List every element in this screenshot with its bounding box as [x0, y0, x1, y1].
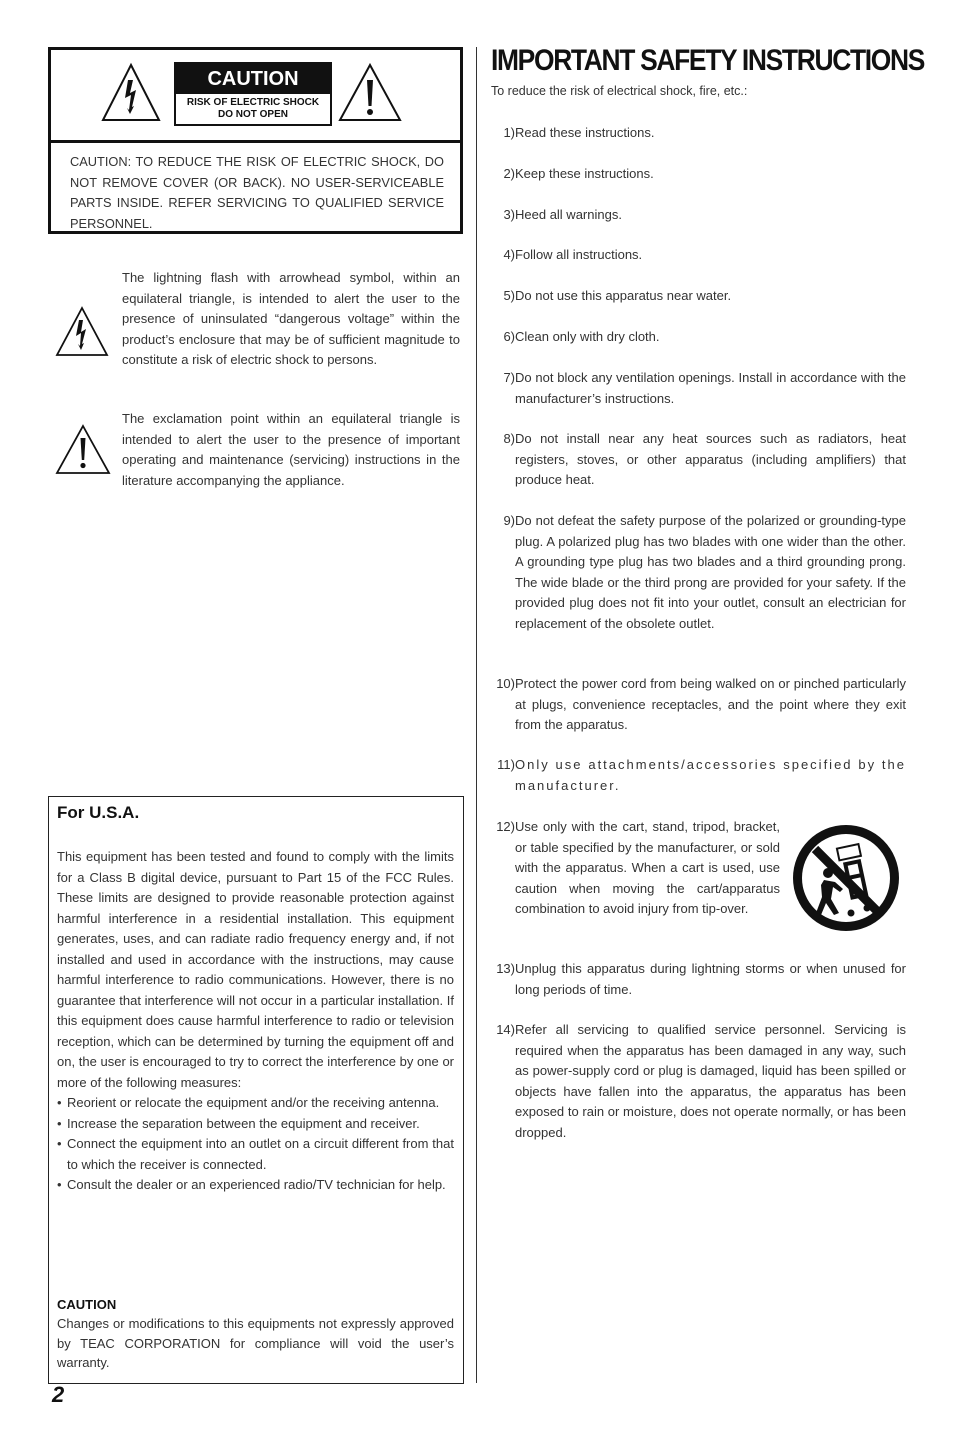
- instruction-number: 9): [503, 513, 515, 528]
- instruction-number: 14): [496, 1022, 515, 1037]
- instruction-text: Clean only with dry cloth.: [515, 329, 660, 344]
- instruction-number: 11): [497, 757, 515, 772]
- cart-tipover-warning-icon: [791, 823, 901, 933]
- instruction-text: Do not install near any heat sources such as radiators, heat registers, stoves, or other apparatus (including amplifiers) that produce heat.: [515, 431, 906, 487]
- instruction-number: 8): [503, 431, 515, 446]
- instruction-number: 5): [503, 288, 515, 303]
- page-title: IMPORTANT SAFETY INSTRUCTIONS: [491, 44, 925, 77]
- instruction-number: 4): [503, 247, 515, 262]
- safety-intro: To reduce the risk of electrical shock, fire, etc.:: [491, 84, 748, 98]
- instruction-text: Protect the power cord from being walked on or pinched particularly at plugs, convenience receptacles, and the point where they exit from the apparatus.: [515, 676, 906, 732]
- caution-label-line1: RISK OF ELECTRIC SHOCK: [186, 97, 320, 108]
- exclamation-symbol-text: The exclamation point within an equilateral triangle is intended to alert the user to the presence of important operating and maintenance (servicing) instructions in the literature accompanying the appliance.: [122, 411, 460, 488]
- caution-label: [174, 62, 332, 126]
- instruction-text: Heed all warnings.: [515, 207, 622, 222]
- caution-text: CAUTION: TO REDUCE THE RISK OF ELECTRIC SHOCK, DO NOT REMOVE COVER (OR BACK). NO USER-SERVICEABLE PARTS INSIDE. REFER SERVICING TO QUALIFIED SERVICE PERSONNEL.: [70, 154, 444, 231]
- instruction-text: Do not defeat the safety purpose of the polarized or grounding-type plug. A polarized plug has two blades with one wider than the other. A grounding type plug has two blades and a third grounding prong. The wide blade or the third prong are provided for your safety. If the provided plug does not fit into your outlet, consult an electrician for replacement of the obsolete outlet.: [515, 513, 906, 631]
- caution-box: [48, 47, 463, 234]
- instruction-text: Do not block any ventilation openings. Install in accordance with the manufacturer’s instructions.: [515, 370, 906, 406]
- instruction-number: 7): [503, 370, 515, 385]
- instruction-text: Read these instructions.: [515, 125, 655, 140]
- usa-bullet: • Reorient or relocate the equipment and/or the receiving antenna.: [57, 1093, 454, 1114]
- usa-bullet: • Increase the separation between the equipment and receiver.: [57, 1114, 454, 1135]
- column-divider: [476, 47, 477, 1383]
- usa-bullet: • Consult the dealer or an experienced radio/TV technician for help.: [57, 1175, 454, 1196]
- instruction-number: 3): [503, 207, 515, 222]
- instruction-text: Follow all instructions.: [515, 247, 643, 262]
- usa-title: For U.S.A.: [57, 803, 140, 822]
- usa-caution-text: Changes or modifications to this equipments not expressly approved by TEAC CORPORATION for compliance will void the user’s warranty.: [57, 1316, 454, 1370]
- lightning-symbol-text: The lightning flash with arrowhead symbol, within an equilateral triangle, is intended to alert the user to the presence of uninsulated “dangerous voltage” within the product’s enclosure that may be of sufficient magnitude to constitute a risk of electric shock to persons.: [122, 270, 460, 367]
- instruction-number: 10): [496, 676, 515, 691]
- usa-body-text: This equipment has been tested and found to comply with the limits for a Class B digital device, pursuant to Part 15 of the FCC Rules. These limits are designed to provide reasonable protection against harmful interference in a residential installation. This equipment generates, uses, and can radiate radio frequency energy and, if not installed and used in accordance with the instructions, may cause harmful interference to radio communications. However, there is no guarantee that interference will not occur in a particular installation. If this equipment does cause harmful interference to radio or television reception, which can be determined by turning the equipment off and on, the user is encouraged to try to correct the interference by one or more of the following measures:: [57, 849, 454, 1090]
- instruction-text: Do not use this apparatus near water.: [515, 288, 732, 303]
- instruction-number: 13): [496, 961, 515, 976]
- lightning-warning-icon: [100, 62, 162, 124]
- instruction-text: Keep these instructions.: [515, 166, 654, 181]
- usa-bullets: [57, 1093, 454, 1196]
- usa-bullet: • Connect the equipment into an outlet on a circuit different from that to which the receiver is connected.: [57, 1134, 454, 1175]
- instruction-text: Only use attachments/accessories specified by the manufacturer.: [515, 757, 906, 793]
- usa-body: [57, 847, 454, 1196]
- instruction-number: 12): [496, 819, 515, 834]
- usa-box: [48, 796, 464, 1384]
- instruction-number: 1): [503, 125, 515, 140]
- lightning-symbol-icon: [55, 306, 109, 358]
- usa-caution-title: CAUTION: [57, 1297, 117, 1312]
- page-number: 2: [52, 1382, 65, 1407]
- instruction-number: 6): [503, 329, 515, 344]
- caution-header: [51, 50, 460, 143]
- caution-label-title: CAUTION: [176, 64, 330, 94]
- instruction-text: Use only with the cart, stand, tripod, bracket, or table specified by the manufacturer, or sold with the apparatus. When a cart is used, use caution when moving the cart/apparatus combination to avoid injury from tip-over.: [515, 819, 780, 916]
- caution-label-line2: DO NOT OPEN: [217, 109, 288, 120]
- instruction-number: 2): [503, 166, 515, 181]
- instruction-text: Unplug this apparatus during lightning storms or when unused for long periods of time.: [515, 961, 906, 997]
- exclamation-warning-icon: [337, 62, 403, 124]
- instruction-text: Refer all servicing to qualified service personnel. Servicing is required when the apparatus has been damaged in any way, such as power-supply cord or plug is damaged, liquid has been spilled or objects have fallen into the apparatus, the apparatus has been exposed to rain or moisture, does not operate normally, or has been dropped.: [515, 1022, 906, 1140]
- exclamation-symbol-icon: [55, 424, 111, 476]
